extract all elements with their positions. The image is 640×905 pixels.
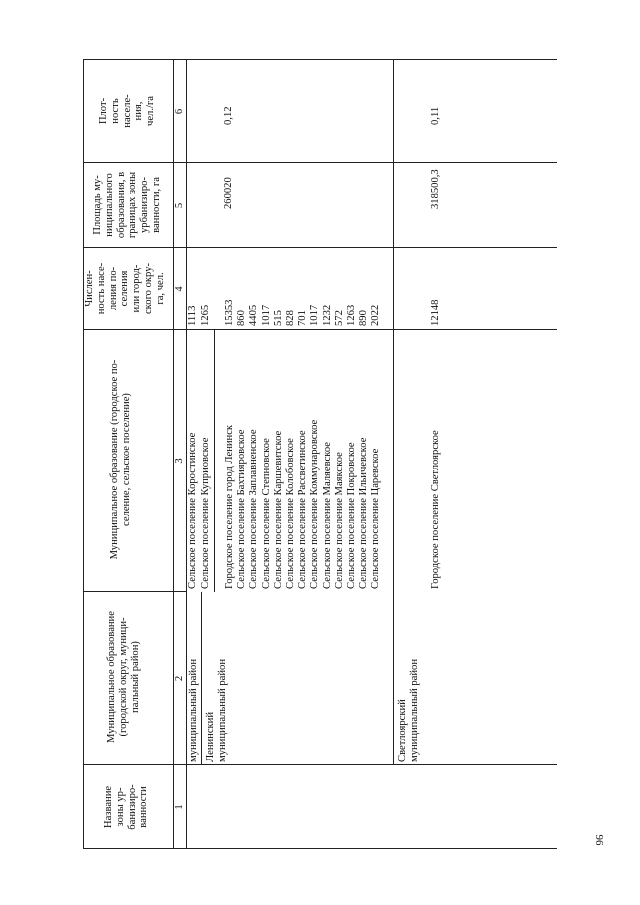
header-municipality: Муниципальное образование (городской округ, муници- пальный район) — [106, 611, 141, 743]
column-number-5: 5 — [174, 202, 185, 209]
col-divider-1 — [83, 764, 557, 765]
population-value: 12148 — [430, 299, 441, 326]
area-value-svetloyarsky: 318500,3 — [430, 169, 441, 209]
table-border-left — [83, 848, 557, 849]
population-value: 701 — [297, 310, 309, 326]
column-number-1: 1 — [174, 804, 185, 810]
population-value: 1263 — [346, 304, 358, 326]
page-number: 96 — [593, 834, 605, 846]
settlement-row: Городское поселение город Ленинск — [224, 424, 235, 589]
population-value: 860 — [236, 310, 248, 326]
settlement-row: Сельское поселение Ильичевское — [358, 437, 370, 589]
area-value-leninsky: 260020 — [223, 177, 234, 209]
settlement-row: Сельское поселение Каршевитское — [272, 430, 284, 589]
density-value-svetloyarsky: 0,11 — [430, 106, 441, 125]
settlement-row: Сельское поселение Степновское — [260, 438, 272, 589]
table-header-bottom — [173, 60, 174, 849]
district-name-leninsky: Ленинский муниципальный район — [205, 659, 228, 762]
settlement-row: Сельское поселение Царевское — [370, 448, 382, 589]
settlement-row: Сельское поселение Заплавненское — [248, 429, 260, 589]
settlement-row: Сельское поселение Колобовское — [285, 438, 297, 589]
population-value: 1232 — [321, 304, 333, 326]
population-value: 1017 — [309, 304, 321, 326]
header-settlement: Муниципальное образование (городское по- селение, сельское поселение) — [109, 359, 132, 560]
settlement-row: Сельское поселение Маляевское — [321, 442, 333, 589]
settlement-list-leninsky — [224, 420, 383, 589]
settlement-row: Городское поселение Светлоярское — [430, 430, 441, 589]
population-list-leninsky — [224, 300, 383, 326]
district-name-continued: муниципальный район — [188, 659, 199, 762]
settlement-row: Сельское поселение Коростинское — [187, 432, 198, 589]
column-number-6: 6 — [174, 108, 185, 115]
row-divider-before-svetloyarsky — [393, 60, 394, 765]
settlement-row: Сельское поселение Коммунаровское — [309, 419, 321, 589]
population-value: 1113 — [187, 305, 198, 326]
col-divider-5 — [83, 162, 557, 163]
population-value: 15353 — [224, 299, 235, 326]
settlement-row: Сельское поселение Бахтияровское — [236, 429, 248, 589]
header-population: Числен- ность насе- ления по- селения или город- ского окру- га, чел. — [84, 262, 166, 315]
header-area: Площадь му- ниципального образования, в границах зоны урбанизиро- ванности, га — [92, 171, 162, 239]
header-zone-name: Название зоны ур- банизиро- ванности — [103, 784, 150, 830]
settlement-row: Сельское поселение Покровское — [346, 442, 358, 589]
population-value: 1265 — [200, 304, 211, 326]
density-value-leninsky: 0,12 — [223, 106, 234, 125]
col-divider-3 — [83, 329, 557, 330]
header-density: Плот- ность населе- ния, чел./га — [98, 94, 157, 128]
population-value: 515 — [272, 310, 284, 326]
column-number-3: 3 — [174, 458, 185, 464]
settlement-row: Сельское поселение Маякское — [333, 452, 345, 589]
settlement-row: Сельское поселение Куприовское — [200, 437, 211, 589]
rotated-table — [83, 60, 557, 849]
population-value: 828 — [285, 310, 297, 326]
column-number-4: 4 — [174, 286, 185, 292]
col-divider-2 — [83, 591, 186, 592]
col-divider-4 — [83, 247, 557, 248]
row-divider-continued — [201, 592, 202, 765]
table-border-top — [83, 60, 84, 849]
population-value: 2022 — [370, 304, 382, 326]
population-value: 572 — [333, 310, 345, 326]
column-number-2: 2 — [174, 675, 185, 682]
settlement-row: Сельское поселение Рассветинское — [297, 430, 309, 589]
population-value: 890 — [358, 310, 370, 326]
population-value: 1017 — [260, 304, 272, 326]
district-name-svetloyarsky: Светлоярский муниципальный район — [397, 659, 420, 762]
table-border-right — [83, 59, 557, 60]
row-divider-before-leninsky — [214, 330, 215, 592]
population-value: 4405 — [248, 304, 260, 326]
